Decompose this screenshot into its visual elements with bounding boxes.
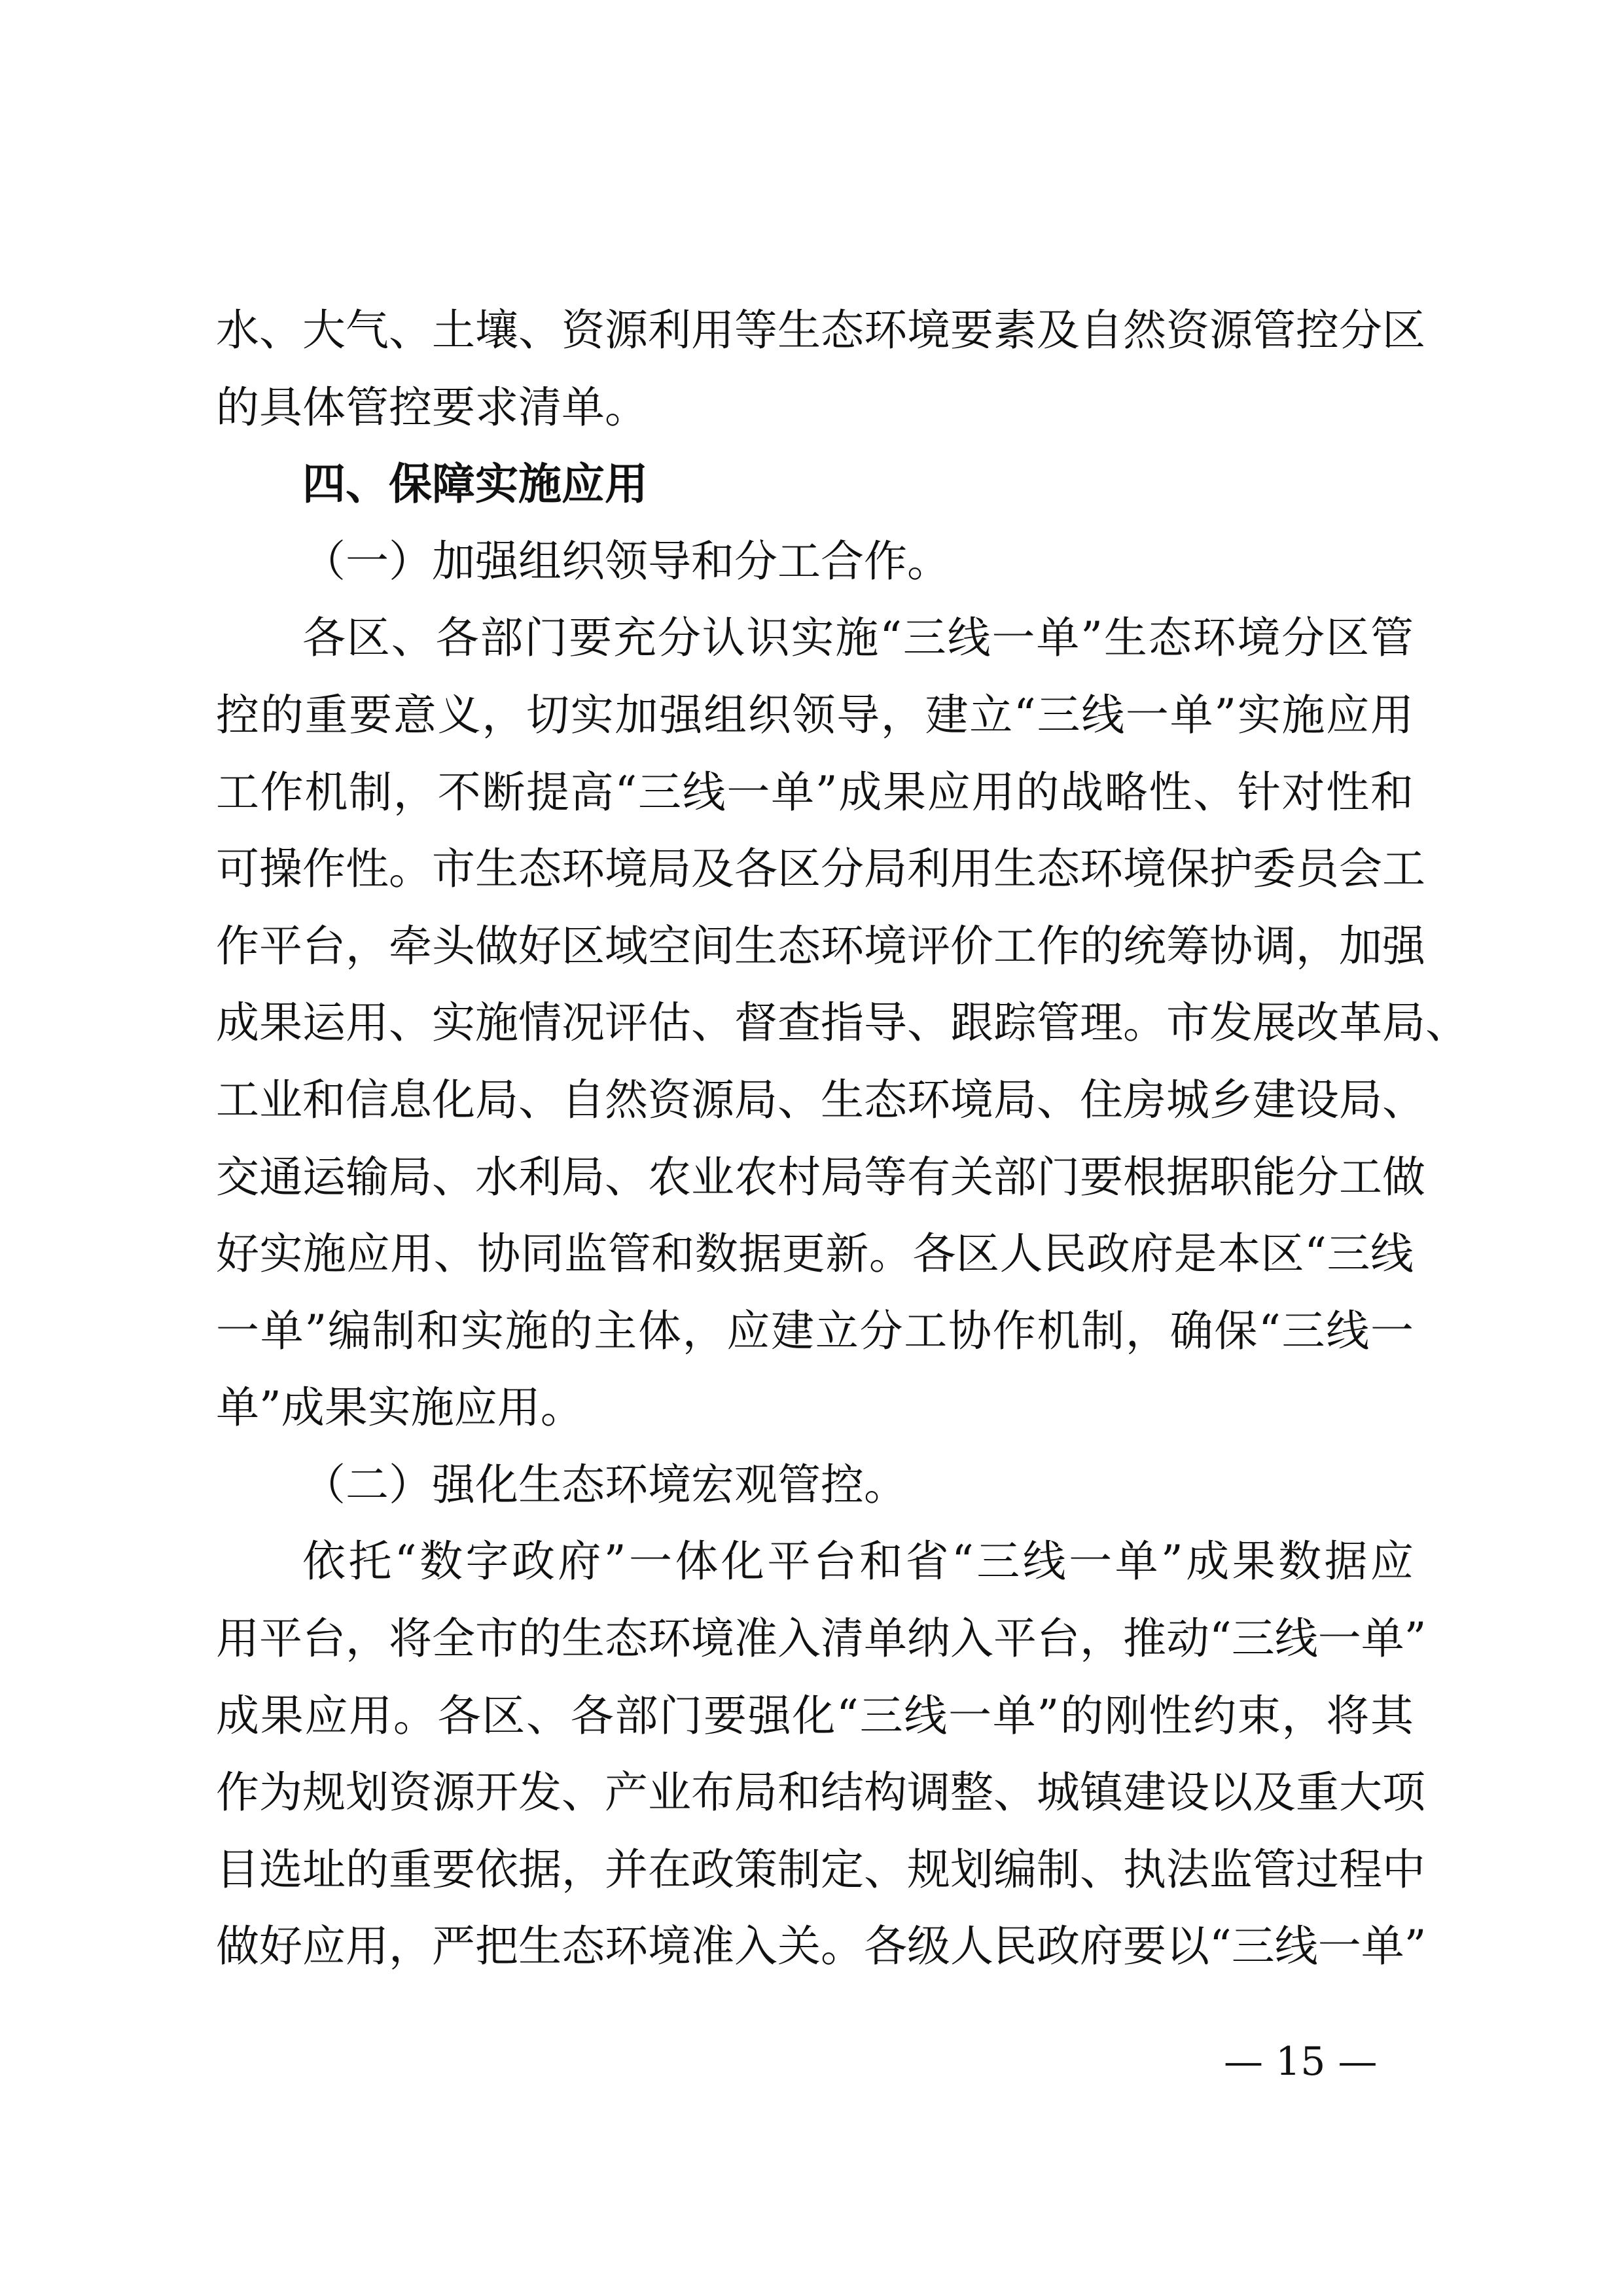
- body-text-line: 成果应用。各区、各部门要强化“三线一单”的刚性约束，将其: [216, 1691, 1414, 1741]
- body-text-line: 的具体管控要求清单。: [216, 382, 648, 433]
- body-text-line: 做好应用，严把生态环境准入关。各级人民政府要以“三线一单”: [216, 1921, 1427, 1971]
- body-text-line: 目选址的重要依据，并在政策制定、规划编制、执法监管过程中: [216, 1844, 1425, 1895]
- body-text-line: 单”成果实施应用。: [216, 1382, 584, 1433]
- subsection-heading: （一）加强组织领导和分工合作。: [302, 536, 950, 586]
- body-text-line: 好实施应用、协同监管和数据更新。各区人民政府是本区“三线: [216, 1229, 1414, 1279]
- body-text-line: 用平台，将全市的生态环境准入清单纳入平台，推动“三线一单”: [216, 1613, 1427, 1664]
- subsection-heading: （二）强化生态环境宏观管控。: [302, 1460, 907, 1510]
- body-text-line: 成果运用、实施情况评估、督查指导、跟踪管理。市发展改革局、: [216, 997, 1469, 1048]
- body-text-line: 作平台，牵头做好区域空间生态环境评价工作的统筹协调，加强: [216, 921, 1425, 971]
- body-text-line: 可操作性。市生态环境局及各区分局利用生态环境保护委员会工: [216, 844, 1425, 894]
- body-text-line: 工作机制，不断提高“三线一单”成果应用的战略性、针对性和: [216, 767, 1414, 817]
- body-text-line: 各区、各部门要充分认识实施“三线一单”生态环境分区管: [302, 613, 1414, 663]
- page-number: — 15 —: [1224, 2039, 1378, 2085]
- body-text-line: 依托“数字政府”一体化平台和省“三线一单”成果数据应: [302, 1536, 1414, 1587]
- body-text-line: 水、大气、土壤、资源利用等生态环境要素及自然资源管控分区: [216, 305, 1425, 355]
- body-text-line: 作为规划资源开发、产业布局和结构调整、城镇建设以及重大项: [216, 1767, 1425, 1818]
- section-heading: 四、保障实施应用: [302, 459, 648, 509]
- body-text-line: 一单”编制和实施的主体，应建立分工协作机制，确保“三线一: [216, 1306, 1414, 1356]
- body-text-line: 交通运输局、水利局、农业农村局等有关部门要根据职能分工做: [216, 1152, 1425, 1202]
- body-text-line: 控的重要意义，切实加强组织领导，建立“三线一单”实施应用: [216, 690, 1414, 740]
- body-text-line: 工业和信息化局、自然资源局、生态环境局、住房城乡建设局、: [216, 1075, 1425, 1125]
